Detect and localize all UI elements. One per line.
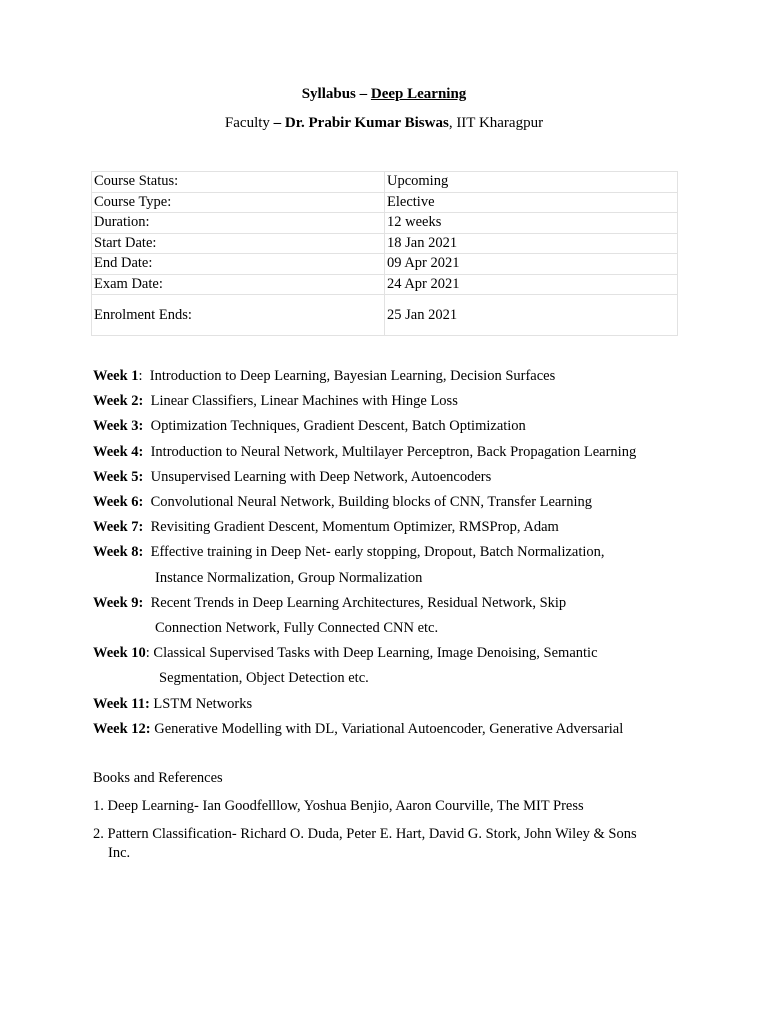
week-item [93, 515, 713, 540]
faculty-label: Faculty [224, 115, 270, 131]
info-value: 18 Jan 2021 [385, 233, 678, 254]
list-item [93, 797, 693, 816]
table-row [92, 254, 678, 275]
week-label: Week 3: [93, 418, 144, 435]
week-topics: Linear Classifiers, Linear Machines with Hinge Loss [150, 393, 458, 410]
week-separator [143, 519, 150, 535]
week-separator [143, 494, 150, 510]
week-item [93, 440, 713, 465]
info-value: 12 weeks [385, 213, 678, 234]
week-item [93, 490, 713, 515]
reference-text-continued: Inc. [108, 845, 131, 861]
week-topics-continued: Segmentation, Object Detection etc. [159, 670, 369, 687]
week-separator [143, 595, 150, 611]
course-info-table [91, 171, 678, 336]
table-row [92, 233, 678, 254]
info-value: Elective [385, 192, 678, 213]
faculty-name: Dr. Prabir Kumar Biswas [284, 115, 449, 131]
week-topics: Generative Modelling with DL, Variational Autoencoder, Generative Adversarial [154, 720, 624, 737]
week-topics-continued: Connection Network, Fully Connected CNN etc. [155, 620, 439, 637]
week-item [93, 364, 713, 389]
week-separator: : [138, 368, 150, 384]
books-heading: Books and References [93, 770, 223, 786]
info-label: Start Date: [92, 233, 385, 254]
week-separator [143, 444, 150, 460]
info-label: Exam Date: [92, 274, 385, 295]
reference-text: 1. Deep Learning- Ian Goodfelllow, Yoshua Benjio, Aaron Courville, The MIT Press [93, 798, 584, 814]
week-label: Week 5: [93, 468, 144, 485]
week-separator [143, 469, 150, 485]
week-item [93, 641, 713, 691]
weekly-schedule [93, 364, 713, 742]
week-label: Week 7: [93, 519, 144, 536]
list-item [93, 825, 693, 863]
info-label: Course Status: [92, 172, 385, 193]
week-item [93, 389, 713, 414]
week-label: Week 4: [93, 443, 144, 460]
week-label: Week 10 [93, 645, 146, 662]
week-label: Week 2: [93, 393, 144, 410]
week-separator [143, 418, 150, 434]
faculty-institute: , IIT Kharagpur [448, 115, 544, 131]
info-label: Duration: [92, 213, 385, 234]
week-label: Week 8: [93, 544, 144, 561]
week-topics: Recent Trends in Deep Learning Architectures, Residual Network, Skip [150, 594, 567, 611]
table-row [92, 274, 678, 295]
table-row [92, 172, 678, 193]
week-topics: Introduction to Deep Learning, Bayesian Learning, Decision Surfaces [149, 368, 556, 384]
week-item [93, 591, 713, 641]
info-value: 09 Apr 2021 [385, 254, 678, 275]
week-label: Week 6: [93, 494, 144, 511]
week-topics: LSTM Networks [153, 695, 253, 712]
week-label: Week 12: [93, 720, 151, 737]
table-row [92, 192, 678, 213]
title-subject: Deep Learning [370, 86, 467, 102]
info-label: End Date: [92, 254, 385, 275]
week-label: Week 1 [93, 368, 139, 384]
page-title [0, 86, 768, 103]
table-row [92, 295, 678, 336]
week-item [93, 414, 713, 439]
week-item [93, 465, 713, 490]
title-prefix: Syllabus – [301, 86, 368, 102]
week-topics: Optimization Techniques, Gradient Descent, Batch Optimization [150, 418, 526, 435]
faculty-line [0, 115, 768, 132]
week-separator [143, 544, 150, 560]
week-topics: Unsupervised Learning with Deep Network, Autoencoders [150, 468, 492, 485]
week-item [93, 540, 713, 590]
week-separator: : [145, 645, 154, 662]
week-topics: Classical Supervised Tasks with Deep Learning, Image Denoising, Semantic [153, 645, 598, 662]
week-topics: Convolutional Neural Network, Building blocks of CNN, Transfer Learning [150, 494, 592, 511]
week-label: Week 9: [93, 594, 144, 611]
week-item [93, 717, 713, 742]
week-topics: Introduction to Neural Network, Multilayer Perceptron, Back Propagation Learning [150, 443, 637, 460]
week-topics: Revisiting Gradient Descent, Momentum Optimizer, RMSProp, Adam [150, 519, 559, 536]
info-value: 24 Apr 2021 [385, 274, 678, 295]
info-label: Enrolment Ends: [92, 295, 385, 336]
reference-list [93, 797, 693, 872]
table-row [92, 213, 678, 234]
week-topics-continued: Instance Normalization, Group Normalization [155, 569, 423, 586]
week-topics: Effective training in Deep Net- early stopping, Dropout, Batch Normalization, [150, 544, 605, 561]
week-label: Week 11: [93, 695, 150, 712]
info-label: Course Type: [92, 192, 385, 213]
info-value: 25 Jan 2021 [385, 295, 678, 336]
faculty-dash: – [269, 115, 285, 131]
week-item [93, 692, 713, 717]
week-separator [143, 393, 150, 409]
reference-text: 2. Pattern Classification- Richard O. Duda, Peter E. Hart, David G. Stork, John Wiley & Sons [93, 826, 637, 842]
info-value: Upcoming [385, 172, 678, 193]
